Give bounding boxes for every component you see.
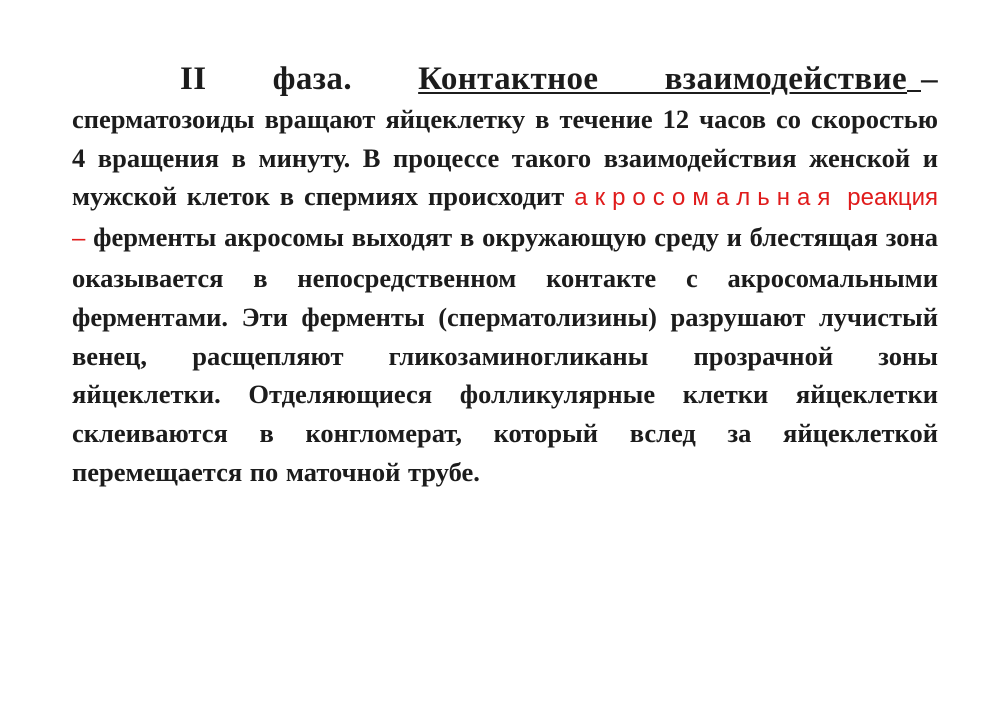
slide-text [72, 60, 938, 492]
phase-title: Контактное взаимодействие [418, 61, 908, 97]
highlighted-term-rest: реакция – [72, 184, 938, 253]
highlighted-term-spaced: акросомальная [574, 184, 838, 212]
body-text-part1: сперматозоиды вращают яйцеклетку в течение 12 часов со скоростью 4 вращения в минуту. В процессе такого взаимодействия женской и мужской клеток в спермиях происходит [72, 103, 938, 212]
heading-dash: – [921, 61, 938, 97]
phase-heading [72, 61, 938, 97]
body-text-part2: ферменты акросомы выходят в окружающую среду и блестящая зона оказывается в непосредственном контакте с акросомальными ферментами. Эти ферменты (сперматолизины) разрушают лучистый венец, расщепляют гликозаминогликаны прозрачной зоны яйцеклетки. Отделяющиеся фолликулярные клетки яйцеклетки склеиваются в конгломерат, который вслед за яйцеклеткой перемещается по маточной трубе. [72, 222, 938, 487]
title-underline-extension [907, 60, 921, 92]
phase-label: II фаза. [180, 61, 352, 97]
